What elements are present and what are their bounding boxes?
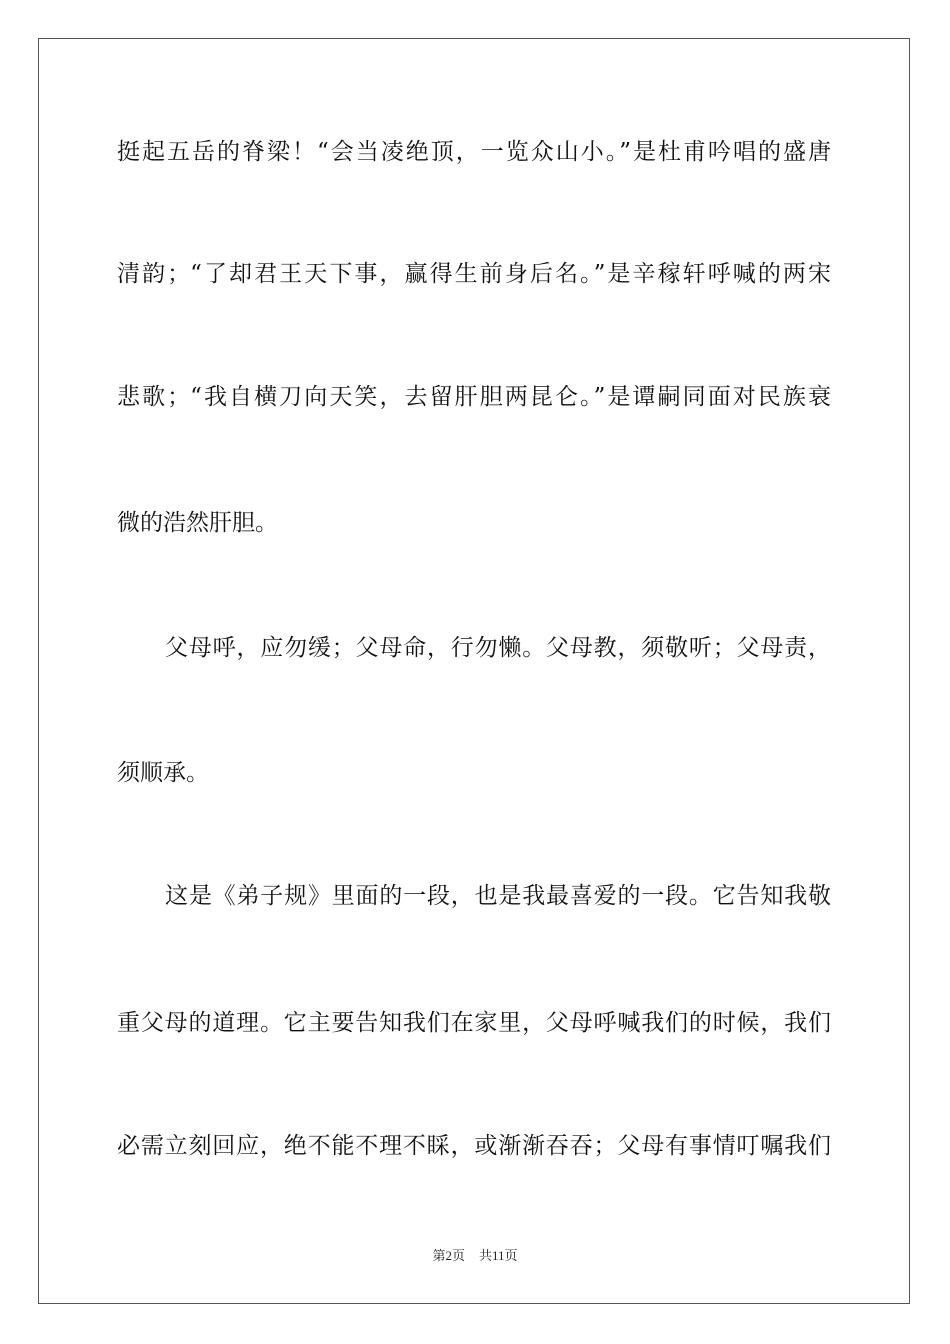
body-text-line: 父母呼，应勿缓；父母命，行勿懒。父母教，须敬听；父母责， [165,635,831,661]
page-total: 共11页 [478,1248,518,1263]
page-footer [0,1247,950,1265]
body-text-line: 须顺承。 [117,760,209,786]
body-text-line: 这是《弟子规》里面的一段，也是我最喜爱的一段。它告知我敬 [165,883,831,909]
body-text-line: 挺起五岳的脊梁！“会当凌绝顶，一览众山小。”是杜甫吟唱的盛唐 [117,139,831,165]
body-text-line: 必需立刻回应，绝不能不理不睬，或渐渐吞吞；父母有事情叮嘱我们 [117,1133,831,1159]
body-text-line: 悲歌；“我自横刀向天笑，去留肝胆两昆仑。”是谭嗣同面对民族衰 [117,384,831,410]
page-number: 第2页 [432,1248,465,1263]
body-text-line: 微的浩然肝胆。 [117,510,278,536]
body-text-line: 重父母的道理。它主要告知我们在家里，父母呼喊我们的时候，我们 [117,1010,831,1036]
page-border [38,38,910,1304]
body-text-line: 清韵；“了却君王天下事，赢得生前身后名。”是辛稼轩呼喊的两宋 [117,261,831,287]
